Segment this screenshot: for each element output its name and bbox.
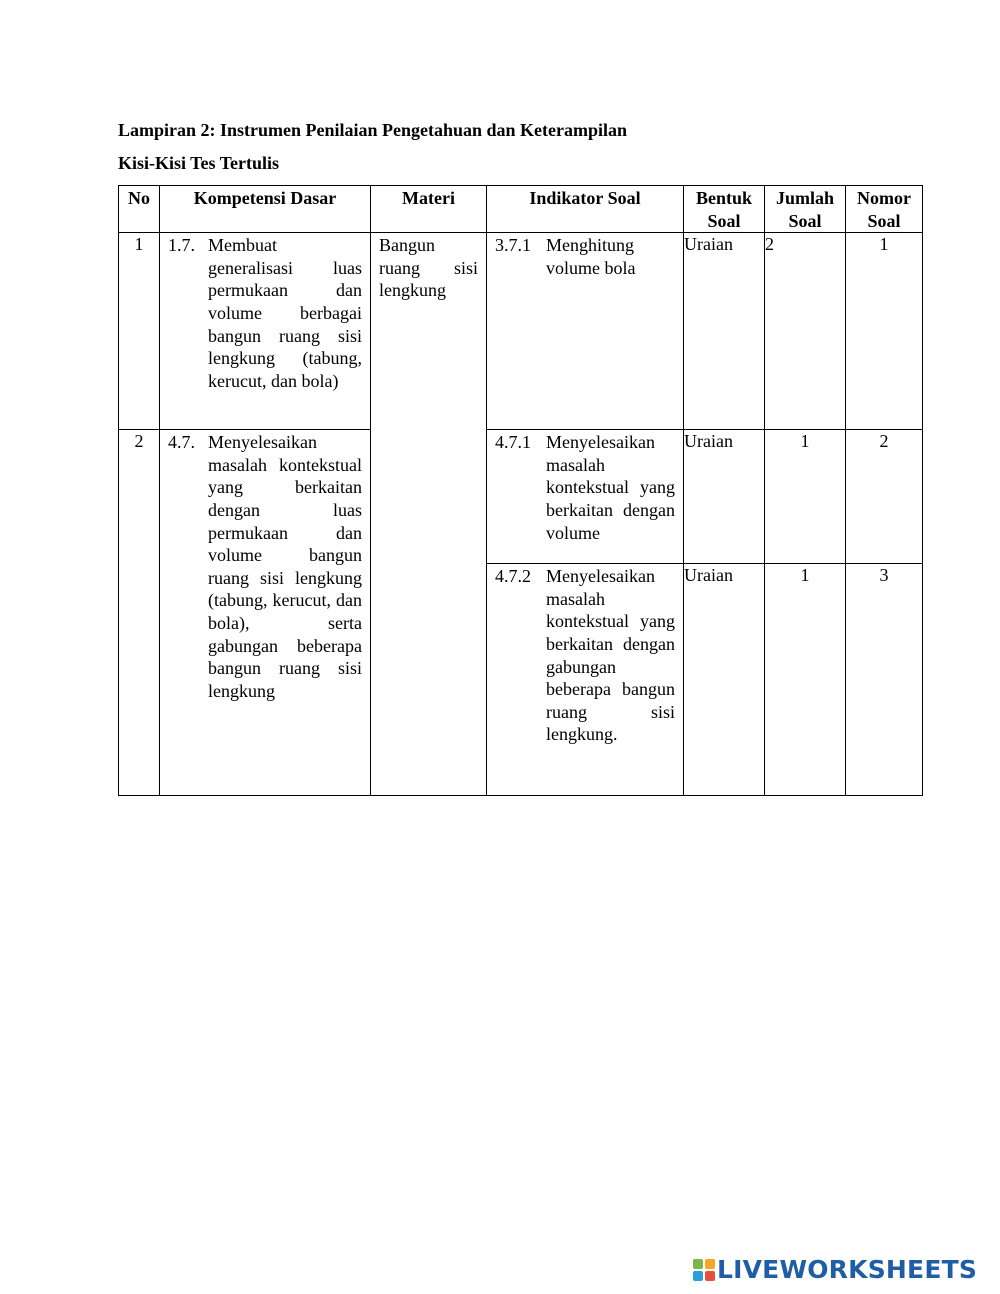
indikator-cell xyxy=(487,233,684,430)
indikator-text: Menyelesaikan masalah kontekstual yang berkaitan dengan volume xyxy=(546,432,675,543)
row-number: 1 xyxy=(119,233,160,430)
jumlah-soal-cell: 2 xyxy=(765,233,846,430)
bentuk-soal-cell: Uraian xyxy=(684,233,765,430)
liveworksheets-logo xyxy=(693,1257,977,1283)
indikator-cell xyxy=(487,430,684,564)
header-indikator-soal: Indikator Soal xyxy=(487,186,684,233)
section-subtitle: Kisi-Kisi Tes Tertulis xyxy=(118,153,280,173)
kompetensi-dasar-cell xyxy=(160,430,371,796)
row-number: 2 xyxy=(119,430,160,796)
liveworksheets-logo-text: LIVEWORKSHEETS xyxy=(717,1255,978,1284)
header-jumlah-soal: Jumlah Soal xyxy=(765,186,846,233)
jumlah-soal-cell: 1 xyxy=(765,564,846,796)
page-title: Lampiran 2: Instrumen Penilaian Pengetahuan dan Keterampilan xyxy=(118,120,628,140)
kompetensi-dasar-cell xyxy=(160,233,371,430)
nomor-soal-cell: 2 xyxy=(846,430,923,564)
indikator-text: Menyelesaikan masalah kontekstual yang berkaitan dengan gabungan beberapa bangun ruang sisi lengkung. xyxy=(546,566,675,745)
materi-cell: Bangun ruang sisi lengkung xyxy=(371,233,487,796)
kd-code: 1.7. xyxy=(168,235,195,256)
liveworksheets-logo-icon xyxy=(693,1259,715,1281)
header-nomor-soal: Nomor Soal xyxy=(846,186,923,233)
indikator-code: 3.7.1 xyxy=(495,235,531,256)
nomor-soal-cell: 3 xyxy=(846,564,923,796)
indikator-code: 4.7.2 xyxy=(495,566,531,587)
table-row xyxy=(119,233,923,430)
indikator-cell xyxy=(487,564,684,796)
table-row xyxy=(119,430,923,564)
kd-text: Membuat generalisasi luas permukaan dan volume berbagai bangun ruang sisi lengkung (tabung, kerucut, dan bola) xyxy=(208,235,362,391)
header-materi: Materi xyxy=(371,186,487,233)
indikator-code: 4.7.1 xyxy=(495,432,531,453)
header-no: No xyxy=(119,186,160,233)
kd-code: 4.7. xyxy=(168,432,195,453)
kisi-kisi-table xyxy=(118,185,923,796)
header-bentuk-soal: Bentuk Soal xyxy=(684,186,765,233)
bentuk-soal-cell: Uraian xyxy=(684,430,765,564)
indikator-text: Menghitung volume bola xyxy=(546,235,636,278)
header-kompetensi-dasar: Kompetensi Dasar xyxy=(160,186,371,233)
jumlah-soal-cell: 1 xyxy=(765,430,846,564)
table-header-row xyxy=(119,186,923,233)
bentuk-soal-cell: Uraian xyxy=(684,564,765,796)
nomor-soal-cell: 1 xyxy=(846,233,923,430)
kd-text: Menyelesaikan masalah kontekstual yang berkaitan dengan luas permukaan dan volume bangun ruang sisi lengkung (tabung, kerucut, dan bola), serta gabungan beberapa bangun ruang sisi lengkung xyxy=(208,432,362,701)
